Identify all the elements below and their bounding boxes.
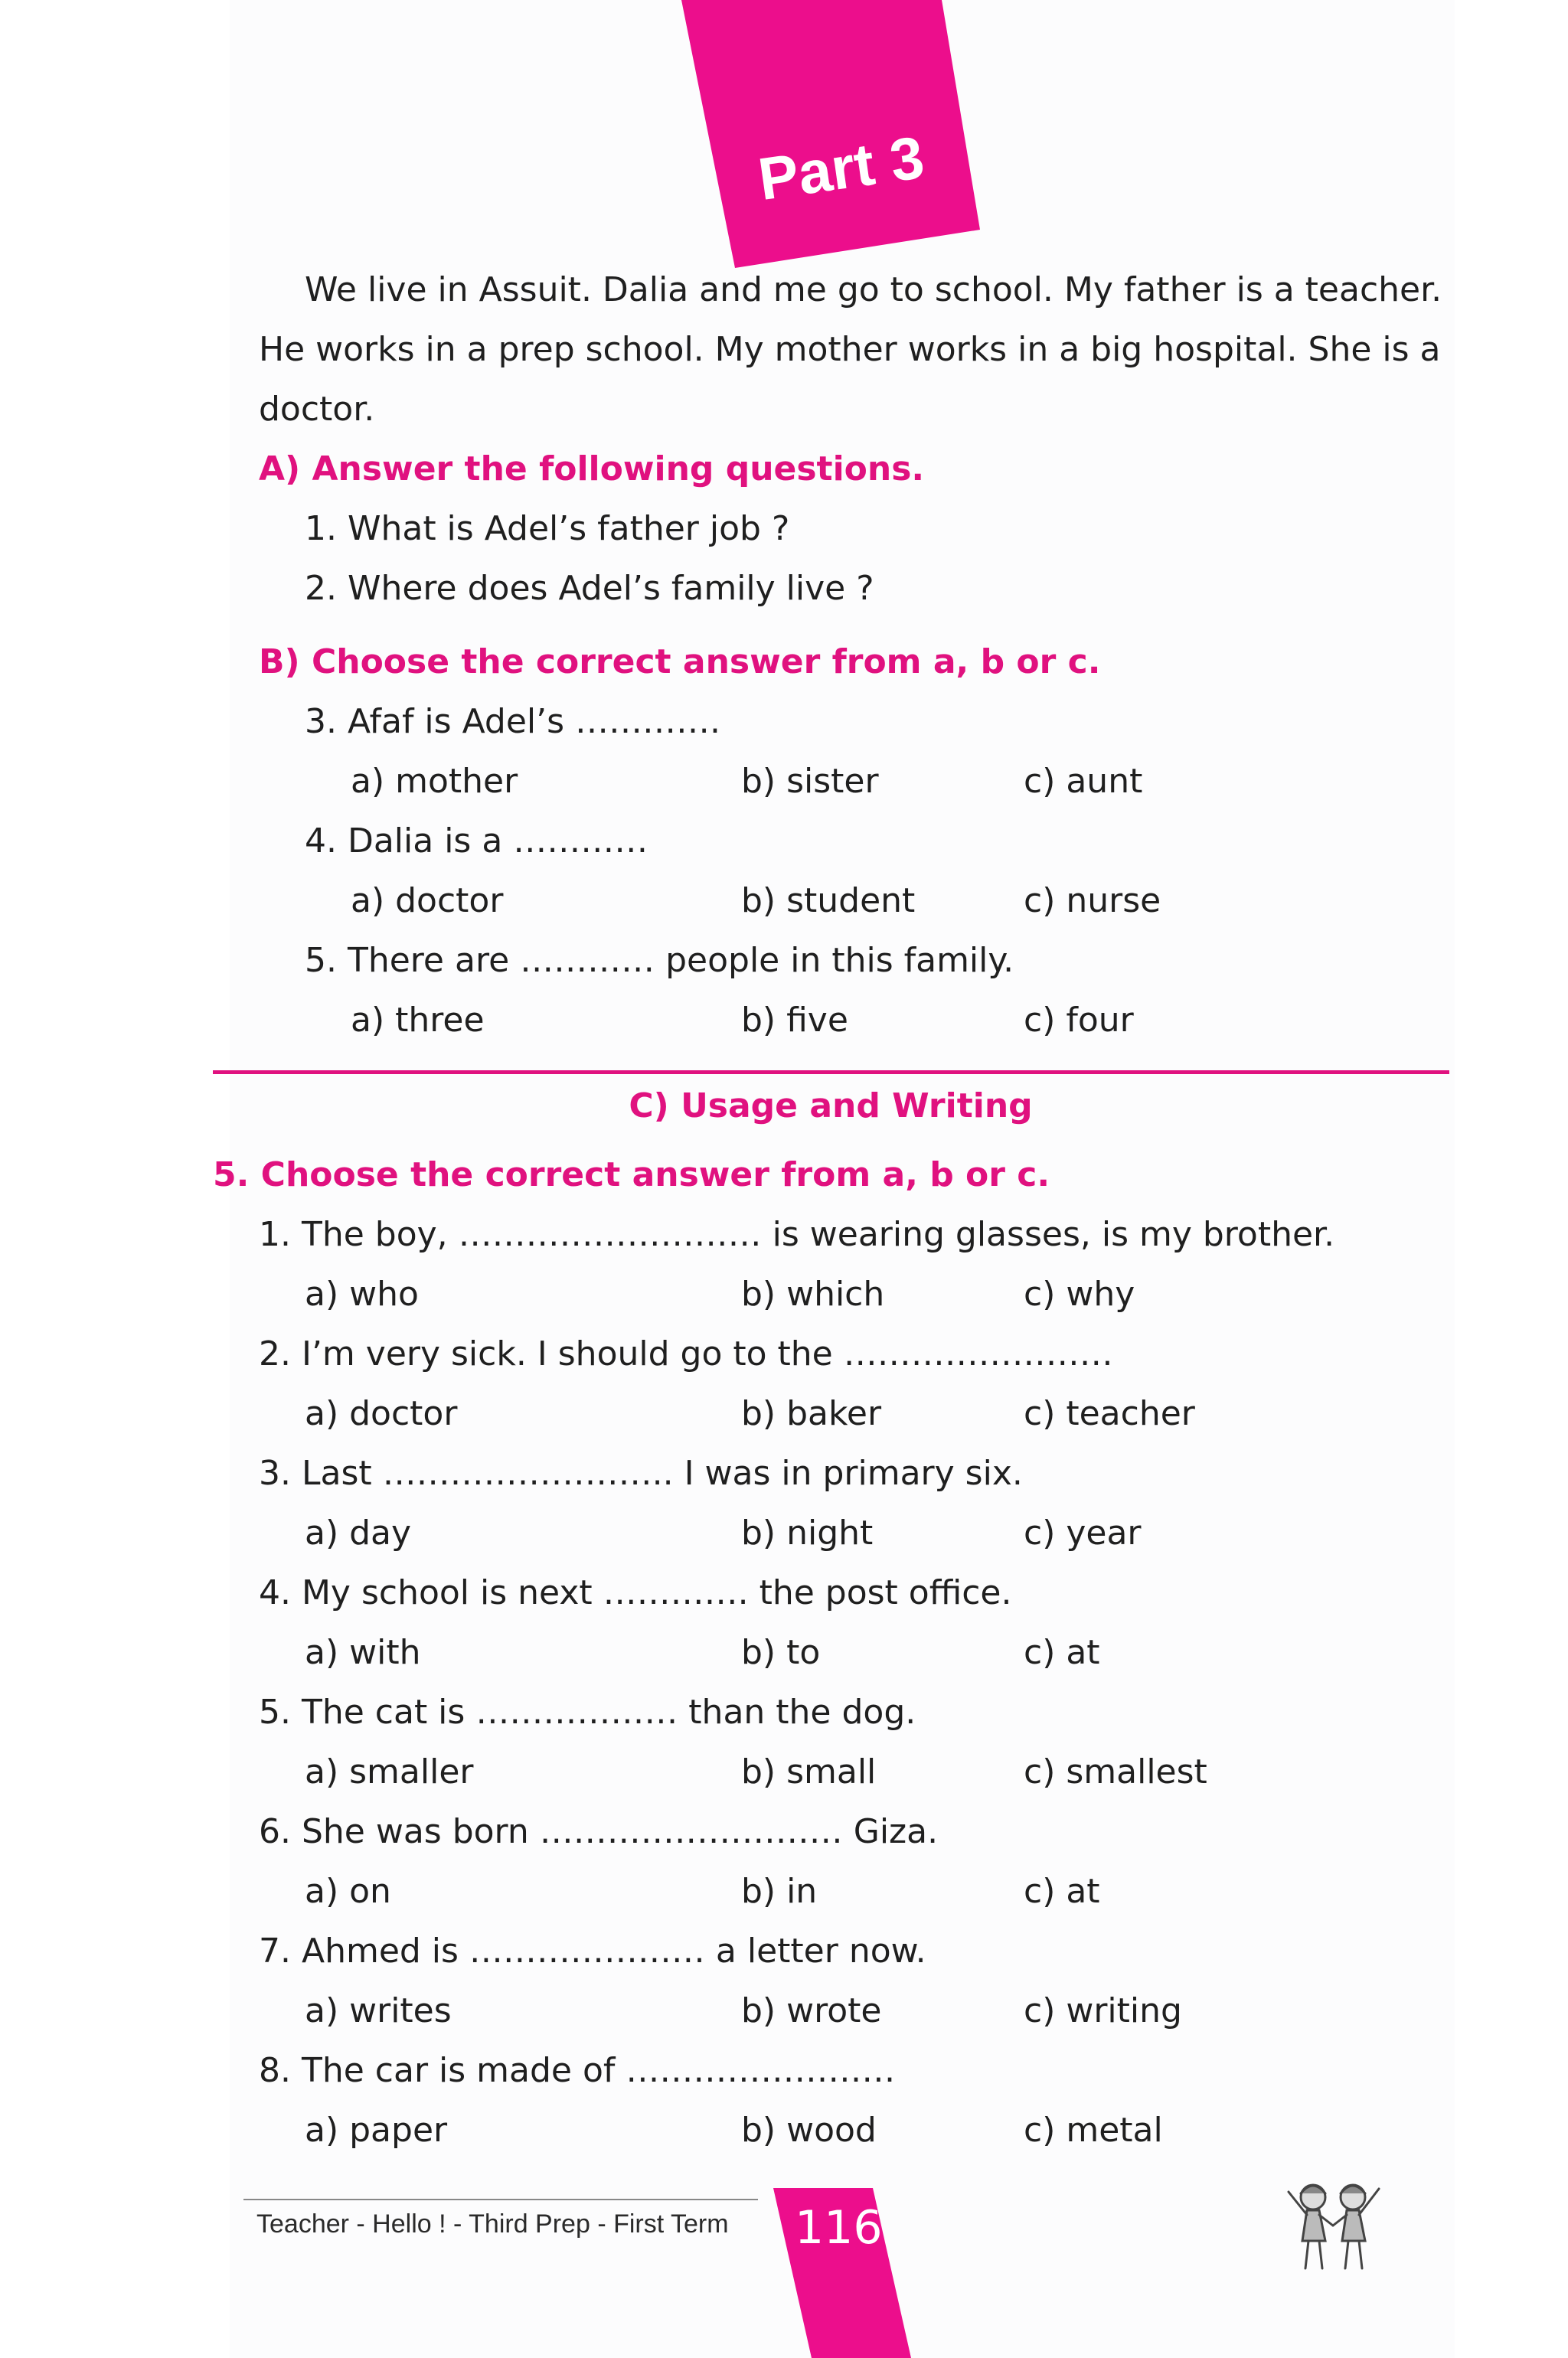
option-c: c) at: [1024, 1872, 1100, 1911]
section-b-heading: B) Choose the correct answer from a, b or c.: [259, 642, 1101, 681]
question-item: 4. My school is next …………. the post office.: [259, 1573, 1012, 1612]
option-a: a) writes: [305, 1991, 452, 2030]
question-item: 5. The cat is ……………… than the dog.: [259, 1693, 916, 1732]
section-a-heading: A) Answer the following questions.: [259, 449, 925, 488]
question-item: 2. I’m very sick. I should go to the ……………………: [259, 1334, 1113, 1373]
question-item: 6. She was born ……………………… Giza.: [259, 1812, 939, 1851]
question-item: 7. Ahmed is ………………… a letter now.: [259, 1932, 926, 1971]
option-b: b) five: [741, 1001, 848, 1040]
question-item: 3. Afaf is Adel’s ………….: [305, 702, 720, 741]
passage-line: doctor.: [259, 390, 375, 429]
option-b: b) baker: [741, 1394, 882, 1433]
option-c: c) at: [1024, 1633, 1100, 1672]
page-number: 116: [795, 2201, 883, 2255]
passage-line: We live in Assuit. Dalia and me go to school. My father is a teacher.: [305, 270, 1442, 309]
passage-line: He works in a prep school. My mother works in a big hospital. She is a: [259, 330, 1441, 369]
option-b: b) wrote: [741, 1991, 882, 2030]
option-c: c) metal: [1024, 2111, 1163, 2150]
option-c: c) aunt: [1024, 762, 1143, 801]
question-item: 5. There are ………… people in this family.: [305, 941, 1014, 980]
option-a: a) with: [305, 1633, 421, 1672]
footer-text: Teacher - Hello ! - Third Prep - First Term: [256, 2209, 729, 2239]
option-c: c) year: [1024, 1514, 1142, 1553]
option-a: a) three: [351, 1001, 485, 1040]
option-a: a) mother: [351, 762, 518, 801]
question-item: 1. What is Adel’s father job ?: [305, 509, 790, 548]
option-a: a) paper: [305, 2111, 448, 2150]
option-c: c) writing: [1024, 1991, 1182, 2030]
option-b: b) sister: [741, 762, 879, 801]
option-a: a) day: [305, 1514, 412, 1553]
option-b: b) student: [741, 881, 916, 920]
option-c: c) nurse: [1024, 881, 1161, 920]
question-item: 1. The boy, ……………………… is wearing glasses, is my brother.: [259, 1215, 1335, 1254]
option-a: a) doctor: [305, 1394, 458, 1433]
option-b: b) in: [741, 1872, 818, 1911]
two-children-cartoon-icon: [1267, 2170, 1397, 2278]
question-item: 4. Dalia is a …………: [305, 821, 648, 861]
option-b: b) night: [741, 1514, 874, 1553]
footer-divider: [243, 2199, 758, 2200]
question-item: 3. Last …………………….. I was in primary six.: [259, 1454, 1023, 1493]
usage-heading: 5. Choose the correct answer from a, b or c.: [213, 1155, 1050, 1194]
option-a: a) on: [305, 1872, 391, 1911]
option-c: c) teacher: [1024, 1394, 1195, 1433]
option-b: b) small: [741, 1752, 877, 1791]
question-item: 8. The car is made of ……………………: [259, 2051, 896, 2090]
option-c: c) smallest: [1024, 1752, 1207, 1791]
option-a: a) doctor: [351, 881, 504, 920]
question-item: 2. Where does Adel’s family live ?: [305, 569, 874, 608]
option-b: b) which: [741, 1275, 885, 1314]
option-b: b) wood: [741, 2111, 877, 2150]
part-title: Part 3: [754, 122, 929, 214]
option-b: b) to: [741, 1633, 821, 1672]
section-divider: [213, 1070, 1449, 1074]
reading-passage: [259, 260, 1453, 439]
option-a: a) smaller: [305, 1752, 474, 1791]
option-c: c) why: [1024, 1275, 1135, 1314]
option-c: c) four: [1024, 1001, 1134, 1040]
usage-title: C) Usage and Writing: [629, 1086, 1033, 1125]
option-a: a) who: [305, 1275, 419, 1314]
